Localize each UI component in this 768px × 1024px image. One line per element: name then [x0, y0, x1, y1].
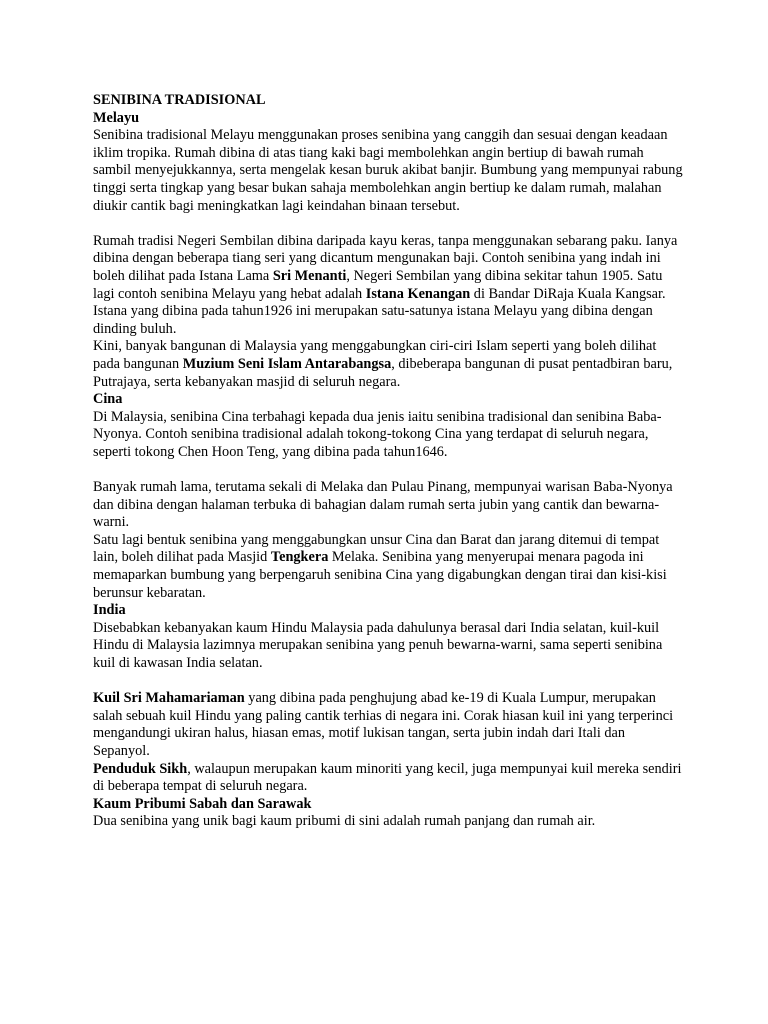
- paragraph-india-1: Disebabkan kebanyakan kaum Hindu Malaysia pada dahulunya berasal dari India selatan, kuil-kuil Hindu di Malaysia lazimnya merupakan senibina yang penuh bewarna-warni, sama seperti senibina kuil di kawasan India selatan.: [93, 619, 663, 671]
- section-cina: [93, 391, 683, 461]
- bold-term-istana-kenangan: Istana Kenangan: [365, 285, 471, 302]
- section-melayu: [93, 110, 683, 216]
- paragraph-india-3: [93, 761, 683, 796]
- paragraph-cina-2: Banyak rumah lama, terutama sekali di Melaka dan Pulau Pinang, mempunyai warisan Baba-Nyonya dan dibina dengan halaman terbuka di bahagian dalam rumah serta jubin yang cantik dan bewarna-warni.: [93, 479, 673, 531]
- document-title: SENIBINA TRADISIONAL: [93, 92, 266, 108]
- section-pribumi: [93, 796, 683, 831]
- section-heading-cina: Cina: [93, 391, 123, 408]
- document-page: [93, 92, 683, 831]
- bold-term-sri-menanti: Sri Menanti: [272, 267, 347, 284]
- paragraph-india-2: [93, 690, 683, 760]
- paragraph-melayu-2: [93, 233, 683, 339]
- text-span: yang dibina pada penghujung abad ke-19 di Kuala Lumpur, merupakan salah sebuah kuil Hindu yang paling cantik terhias di negara ini. Corak hiasan kuil ini yang terperinci mengandungi ukiran halus, hiasan emas, motif lukisan tangan, serta jubin indah dari Itali dan Sepanyol.: [93, 690, 674, 759]
- text-span: , dibeberapa bangunan di pusat pentadbiran baru, Putrajaya, serta kebanyakan masjid di seluruh negara.: [93, 355, 673, 390]
- paragraph-cina-1: Di Malaysia, senibina Cina terbahagi kepada dua jenis iaitu senibina tradisional dan senibina Baba-Nyonya. Contoh senibina tradisional adalah tokong-tokong Cina yang terdapat di seluruh negara, seperti tokong Chen Hoon Teng, yang dibina pada tahun1646.: [93, 408, 662, 460]
- paragraph-pribumi-1: Dua senibina yang unik bagi kaum pribumi di sini adalah rumah panjang dan rumah air.: [93, 813, 596, 830]
- paragraph-melayu-1: Senibina tradisional Melayu menggunakan proses senibina yang canggih dan sesuai dengan keadaan iklim tropika. Rumah dibina di atas tiang kaki bagi membolehkan angin bertiup di bawah rumah sambil menyejukkannya, serta mengelak kesan buruk akibat banjir. Bumbung yang mempunyai rabung tinggi serta tingkap yang besar bukan sahaja membolehkan angin bertiup ke dalam rumah, malahan diukir cantik bagi meningkatkan lagi keindahan binaan tersebut.: [93, 127, 683, 214]
- paragraph-cina-3: [93, 532, 683, 602]
- section-heading-india: India: [93, 602, 126, 619]
- text-span: Kini, banyak bangunan di Malaysia yang menggabungkan ciri-ciri Islam seperti yang boleh dilihat pada bangunan: [93, 338, 657, 372]
- text-span: , walaupun merupakan kaum minoriti yang kecil, juga mempunyai kuil mereka sendiri di beberapa tempat di seluruh negara.: [93, 760, 682, 795]
- text-span: Satu lagi bentuk senibina yang menggabungkan unsur Cina dan Barat dan jarang ditemui di tempat lain, boleh dilihat pada Masjid: [93, 531, 660, 566]
- bold-term-tengkera: Tengkera: [270, 549, 329, 566]
- text-span: di Bandar DiRaja Kuala Kangsar. Istana yang dibina pada tahun1926 ini merupakan satu-satunya istana Melayu yang dibina dengan dinding buluh.: [93, 285, 666, 337]
- bold-term-muzium: Muzium Seni Islam Antarabangsa: [182, 355, 392, 372]
- section-india: [93, 602, 683, 672]
- text-span: Melaka. Senibina yang menyerupai menara pagoda ini memaparkan bumbung yang berpengaruh senibina Cina yang digabungkan dengan tirai dan kisi-kisi berunsur kebaratan.: [93, 549, 667, 601]
- section-heading-melayu: Melayu: [93, 109, 140, 126]
- section-heading-pribumi: Kaum Pribumi Sabah dan Sarawak: [93, 795, 312, 812]
- paragraph-melayu-3: [93, 338, 683, 391]
- bold-term-kuil-sri-mahamariaman: Kuil Sri Mahamariaman: [93, 690, 245, 707]
- text-span: Rumah tradisi Negeri Sembilan dibina daripada kayu keras, tanpa menggunakan sebarang paku. Ianya dibina dengan beberapa tiang seri yang dicantum mengunakan baji. Contoh senibina yang indah ini boleh dilihat pada Istana Lama: [93, 232, 678, 284]
- bold-term-penduduk-sikh: Penduduk Sikh: [93, 760, 188, 777]
- text-span: , Negeri Sembilan yang dibina sekitar tahun 1905. Satu lagi contoh senibina Melayu yang hebat adalah: [93, 267, 663, 302]
